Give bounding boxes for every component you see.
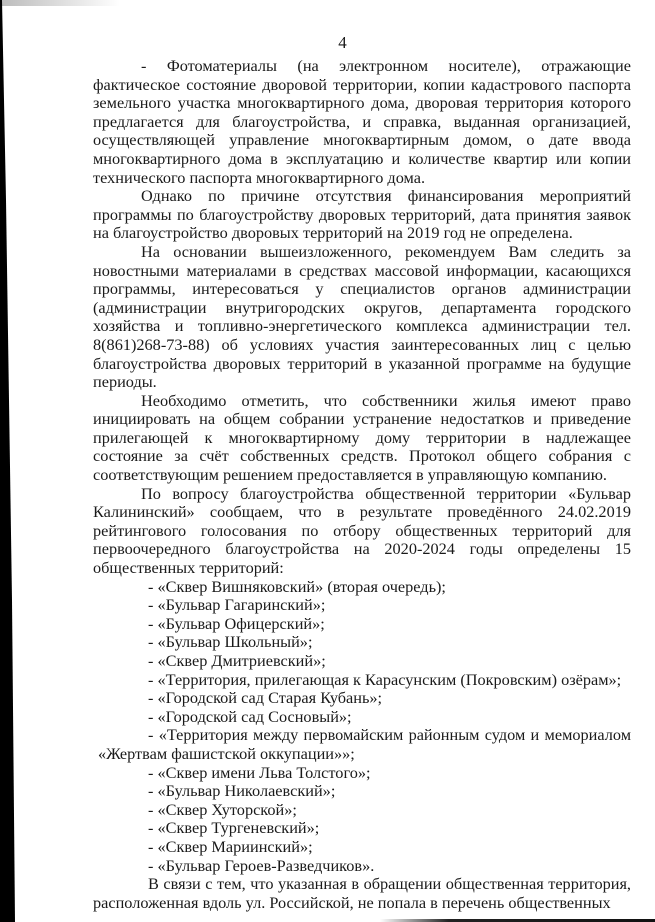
list-item: - «Городской сад Сосновый»;: [148, 706, 352, 726]
list-item: - «Бульвар Николаевский»;: [148, 781, 336, 801]
paragraph-financing: Однако по причине отсутствия финансирования мероприятий программы по благоустройству дворовых территорий, дата принятия заявок на благоустройство дворовых территорий на 2019 год не определена.: [93, 186, 631, 243]
list-item: - «Территория, прилегающая к Карасунским (Покровским) озёрам»;: [148, 669, 622, 689]
list-item: - «Сквер Вишняковский» (вторая очередь);: [148, 576, 446, 596]
paragraph-owners-rights: Необходимо отметить, что собственники жилья имеют право инициировать на общем собрании устранение недостатков и приведение прилегающей к многоквартирному дому территории в надлежащее состояние за счёт собственных средств. Протокол общего собрания с соответствующим решением предоставляется в управляющую компанию.: [93, 390, 631, 485]
list-item: - «Бульвар Школьный»;: [148, 632, 313, 652]
list-item: - «Городской сад Старая Кубань»;: [148, 688, 383, 708]
territories-list: [93, 578, 631, 876]
list-item: [93, 726, 631, 763]
list-item: - «Бульвар Гагаринский»;: [148, 595, 326, 615]
paragraph-recommendation: На основании вышеизложенного, рекомендуем Вам следить за новостными материалами в средствах массовой информации, касающихся программы, интересоваться у специалистов органов администрации (администрации внутригородских округов, департамента городского хозяйства и топливно-энергетического комплекса администрации тел. 8(861)268-73-88) об условиях участия заинтересованных лиц с целью благоустройства дворовых территорий в указанной программе на будущие периоды.: [93, 241, 631, 392]
list-item: - «Бульвар Офицерский»;: [148, 613, 325, 633]
list-item: - «Бульвар Героев-Разведчиков».: [148, 855, 375, 875]
list-item: - «Сквер Мариинский»;: [148, 836, 313, 856]
scan-edge-left: [0, 0, 16, 922]
list-item: - «Сквер Хуторской»;: [148, 799, 297, 819]
paragraph-rossiyskaya-street: В связи с тем, что указанная в обращении общественная территория, расположенная вдоль ул. Российской, не попала в перечень общественных: [93, 874, 631, 912]
list-item: - «Сквер Дмитриевский»;: [148, 651, 326, 670]
paragraph-kalininsky-boulevard: По вопросу благоустройства общественной территории «Бульвар Калининский» сообщаем, что в результате проведённого 24.02.2019 рейтингового голосования по отбору общественных территорий для первоочередного благоустройства на 2020-2024 годы определены 15 общественных территорий:: [93, 483, 631, 578]
scan-shadow-top: [0, 0, 120, 6]
document-body: [93, 57, 631, 912]
list-item: - «Сквер имени Льва Толстого»;: [148, 762, 371, 782]
paragraph-photo-materials: - Фотоматериалы (на электронном носителе), отражающие фактическое состояние дворовой территории, копии кадастрового паспорта земельного участка многоквартирного дома, дворовая территория которого предлагается для благоустройства, и справка, выданная организацией, осуществляющей управление многоквартирным домом, о дате ввода многоквартирного дома в эксплуатацию и количестве квартир или копии технического паспорта многоквартирного дома.: [93, 56, 631, 187]
list-item-continuation: «Жертвам фашистской оккупации»»;: [98, 743, 355, 763]
list-item: - «Сквер Тургеневский»;: [148, 818, 320, 838]
list-item-line: - «Территория между первомайским районным судом и мемориалом: [148, 725, 631, 745]
page-number: 4: [338, 33, 347, 52]
